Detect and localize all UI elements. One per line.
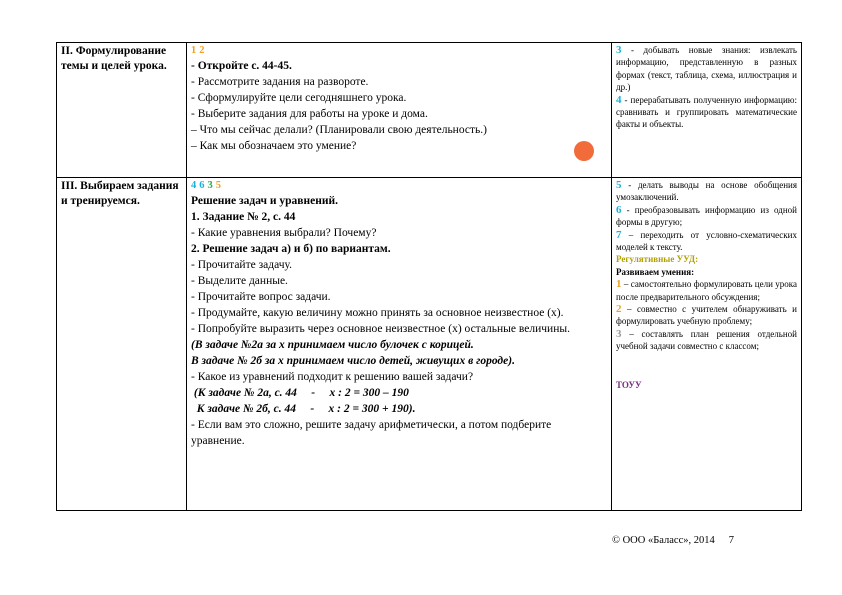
table-row — [57, 43, 802, 178]
instruction-line: - Попробуйте выразить через основное неизвестное (х) остальные величины. — [191, 323, 570, 335]
orange-circle-marker — [574, 141, 594, 161]
instruction-line: - Рассмотрите задания на развороте. — [191, 76, 369, 88]
teacher-actions-cell — [187, 43, 612, 178]
equation-line: К задаче № 2б, с. 44 - х : 2 = 300 + 190). — [191, 403, 416, 415]
task-line: 1. Задание № 2, с. 44 — [191, 211, 296, 223]
skill-numbers — [191, 44, 607, 58]
uud-item — [616, 204, 797, 229]
uud-number: 5 — [616, 179, 622, 191]
copyright-text: © ООО «Баласс», 2014 — [612, 535, 715, 546]
question-line: - Какое из уравнений подходит к решению вашей задачи? — [191, 371, 474, 383]
skill-number: 3 — [207, 180, 213, 191]
instruction-line: - Выберите задания для работы на уроке и дома. — [191, 108, 428, 120]
uud-item — [616, 44, 797, 94]
teacher-actions-cell — [187, 178, 612, 511]
equation-line: (К задаче № 2а, с. 44 - х : 2 = 300 – 190 — [191, 387, 409, 399]
instruction-line: - Сформулируйте цели сегодняшнего урока. — [191, 92, 407, 104]
uud-item — [616, 303, 797, 328]
uud-item — [616, 94, 797, 131]
instruction-line: - Прочитайте вопрос задачи. — [191, 291, 331, 303]
uud-cell — [612, 43, 802, 178]
uud-number: 7 — [616, 228, 622, 241]
skill-numbers — [191, 179, 607, 193]
uud-item — [616, 328, 797, 353]
instruction-line: - Прочитайте задачу. — [191, 259, 292, 271]
uud-number: 3 — [616, 327, 622, 340]
uud-number: 1 — [616, 278, 622, 291]
page-number: 7 — [728, 535, 734, 546]
uud-item — [616, 179, 797, 204]
page-footer — [612, 535, 734, 546]
uud-text: – переходить от условно-схематических моделей к тексту. — [616, 229, 797, 253]
uud-number: 6 — [616, 203, 622, 216]
instruction-line: – Как мы обозначаем это умение? — [191, 140, 357, 152]
task-line: - Откройте с. 44-45. — [191, 60, 292, 72]
uud-text: - добывать новые знания: извлекать информацию, представленную в разных формах (текст, таблица, схема, иллюстрация и др.) — [616, 45, 797, 93]
uud-text: - перерабатывать полученную информацию: сравнивать и группировать математические факты и объекты. — [616, 94, 797, 130]
lesson-table — [56, 42, 802, 511]
uud-item — [616, 278, 797, 303]
section-title: III. Выбираем задания и тренируемся. — [57, 178, 187, 511]
skill-number: 5 — [215, 180, 221, 191]
italic-note: В задаче № 2б за х принимаем число детей, живущих в городе). — [191, 355, 515, 367]
italic-note: (В задаче №2а за х принимаем число булочек с корицей. — [191, 339, 474, 351]
table-row — [57, 178, 802, 511]
uud-cell — [612, 178, 802, 511]
uud-number: 2 — [616, 303, 622, 316]
regulative-title: Регулятивные УУД: — [616, 254, 699, 265]
task-line: 2. Решение задач а) и б) по вариантам. — [191, 243, 391, 255]
uud-text: – совместно с учителем обнаруживать и формулировать учебную проблему; — [616, 304, 797, 327]
skill-number: 6 — [199, 180, 205, 191]
toyy-label: ТОУУ — [616, 379, 642, 390]
uud-item — [616, 229, 797, 254]
uud-text: – составлять план решения отдельной учебной задачи совместно с классом; — [616, 328, 797, 352]
heading-line: Решение задач и уравнений. — [191, 195, 338, 207]
uud-text: - делать выводы на основе обобщения умозаключений. — [616, 180, 797, 203]
instruction-line: – Что мы сейчас делали? (Планировали свою деятельность.) — [191, 124, 487, 136]
uud-text: – самостоятельно формулировать цели урока после предварительного обсуждения; — [616, 279, 797, 302]
section-title: II. Формулирование темы и целей урока. — [57, 43, 187, 178]
question-line: - Какие уравнения выбрали? Почему? — [191, 227, 377, 239]
uud-number: 4 — [616, 93, 622, 106]
uud-number: 3 — [616, 44, 622, 56]
instruction-line: - Если вам это сложно, решите задачу арифметически, а потом подберите уравнение. — [191, 419, 552, 447]
regulative-subtitle: Развиваем умения: — [616, 266, 695, 277]
spacer — [616, 353, 797, 379]
instruction-line: - Продумайте, какую величину можно принять за основное неизвестное (х). — [191, 307, 564, 319]
skill-number: 2 — [199, 45, 205, 56]
uud-text: - преобразовывать информацию из одной формы в другую; — [616, 204, 797, 228]
skill-number: 4 — [191, 180, 197, 191]
skill-number: 1 — [191, 45, 197, 56]
instruction-line: - Выделите данные. — [191, 275, 288, 287]
